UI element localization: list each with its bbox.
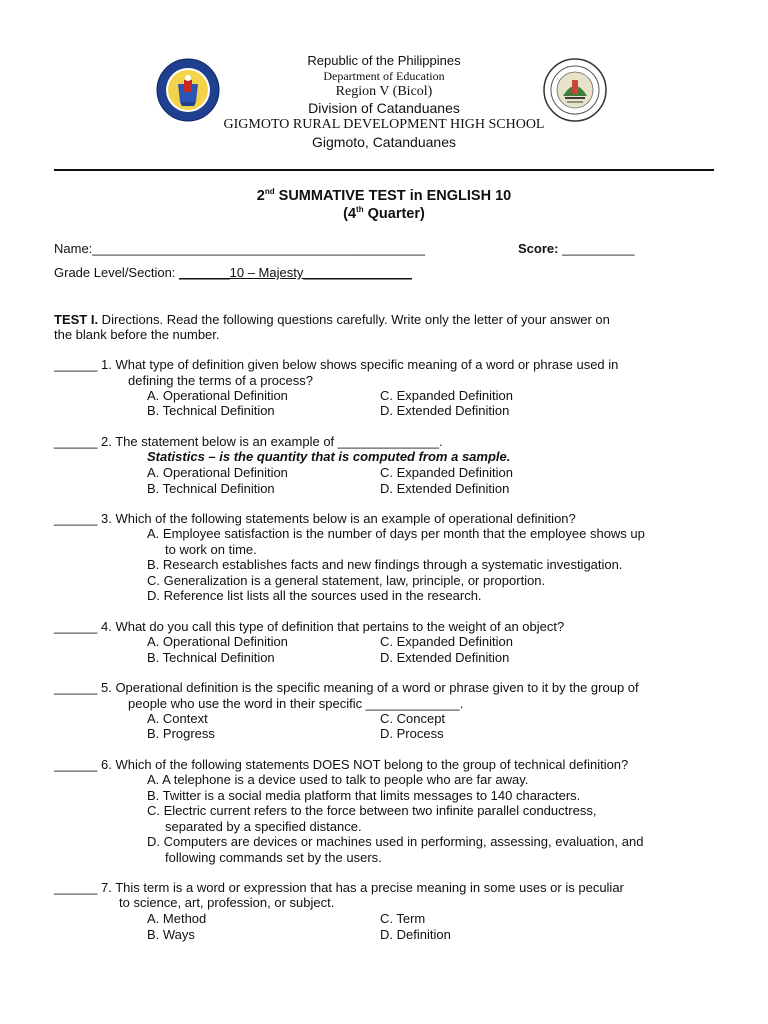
q3-option-a: A. Employee satisfaction is the number of days per month that the employee shows up bbox=[147, 526, 645, 541]
question-2-example: Statistics – is the quantity that is computed from a sample. bbox=[147, 449, 511, 464]
q5-option-d: D. Process bbox=[380, 726, 444, 741]
q4-option-d: D. Extended Definition bbox=[380, 650, 510, 665]
header-divider bbox=[54, 169, 714, 171]
q3-option-a-cont: to work on time. bbox=[165, 542, 257, 557]
q7-option-b: B. Ways bbox=[147, 927, 195, 942]
header-division: Division of Catanduanes bbox=[308, 100, 460, 116]
question-1: ______ 1. What type of definition given below shows specific meaning of a word or phrase used in bbox=[54, 357, 619, 372]
question-1-cont: defining the terms of a process? bbox=[128, 373, 313, 388]
q6-option-d: D. Computers are devices or machines used in performing, assessing, evaluation, and bbox=[147, 834, 644, 849]
test-quarter: (4th Quarter) bbox=[343, 205, 425, 222]
q2-option-b: B. Technical Definition bbox=[147, 481, 275, 496]
question-5: ______ 5. Operational definition is the specific meaning of a word or phrase given to it by the group of bbox=[54, 680, 639, 695]
q1-option-c: C. Expanded Definition bbox=[380, 388, 513, 403]
question-5-cont: people who use the word in their specific _____________. bbox=[128, 696, 464, 711]
q5-option-a: A. Context bbox=[147, 711, 208, 726]
name-field: Name:______________________________________________ bbox=[54, 241, 425, 256]
header-location: Gigmoto, Catanduanes bbox=[312, 134, 456, 150]
q1-option-a: A. Operational Definition bbox=[147, 388, 288, 403]
q4-option-a: A. Operational Definition bbox=[147, 634, 288, 649]
q7-option-a: A. Method bbox=[147, 911, 207, 926]
q6-option-c-cont: separated by a specified distance. bbox=[165, 819, 362, 834]
header-republic: Republic of the Philippines bbox=[307, 53, 461, 68]
q4-option-b: B. Technical Definition bbox=[147, 650, 275, 665]
q6-option-b: B. Twitter is a social media platform that limits messages to 140 characters. bbox=[147, 788, 581, 803]
q6-option-d-cont: following commands set by the users. bbox=[165, 850, 382, 865]
q2-option-d: D. Extended Definition bbox=[380, 481, 510, 496]
test-directions-cont: the blank before the number. bbox=[54, 327, 220, 342]
q3-option-c: C. Generalization is a general statement, law, principle, or proportion. bbox=[147, 573, 546, 588]
q5-option-b: B. Progress bbox=[147, 726, 215, 741]
test-directions: TEST I. Directions. Read the following questions carefully. Write only the letter of your answer on bbox=[54, 312, 610, 327]
header-department: Department of Education bbox=[323, 69, 445, 83]
question-7: ______ 7. This term is a word or expression that has a precise meaning in some uses or is peculiar bbox=[54, 880, 624, 895]
q6-option-a: A. A telephone is a device used to talk to people who are far away. bbox=[147, 772, 529, 787]
q7-option-c: C. Term bbox=[380, 911, 426, 926]
q4-option-c: C. Expanded Definition bbox=[380, 634, 513, 649]
q7-option-d: D. Definition bbox=[380, 927, 451, 942]
header-school-name: GIGMOTO RURAL DEVELOPMENT HIGH SCHOOL bbox=[223, 117, 545, 132]
q2-option-a: A. Operational Definition bbox=[147, 465, 288, 480]
question-2: ______ 2. The statement below is an example of ______________. bbox=[54, 434, 443, 449]
question-6: ______ 6. Which of the following statements DOES NOT belong to the group of technical definition? bbox=[54, 757, 629, 772]
q1-option-b: B. Technical Definition bbox=[147, 403, 275, 418]
q3-option-d: D. Reference list lists all the sources used in the research. bbox=[147, 588, 482, 603]
score-field: Score: __________ bbox=[518, 241, 635, 256]
question-7-cont: to science, art, profession, or subject. bbox=[119, 895, 335, 910]
header-region: Region V (Bicol) bbox=[335, 84, 433, 99]
q1-option-d: D. Extended Definition bbox=[380, 403, 510, 418]
test-title: 2nd SUMMATIVE TEST in ENGLISH 10 bbox=[256, 187, 512, 204]
q6-option-c: C. Electric current refers to the force between two infinite parallel conductress, bbox=[147, 803, 597, 818]
question-4: ______ 4. What do you call this type of definition that pertains to the weight of an object? bbox=[54, 619, 565, 634]
question-3: ______ 3. Which of the following statements below is an example of operational definition? bbox=[54, 511, 576, 526]
q3-option-b: B. Research establishes facts and new findings through a systematic investigation. bbox=[147, 557, 623, 572]
grade-section-field: Grade Level/Section: _______10 – Majesty_______________ bbox=[54, 265, 412, 280]
q5-option-c: C. Concept bbox=[380, 711, 446, 726]
q2-option-c: C. Expanded Definition bbox=[380, 465, 513, 480]
